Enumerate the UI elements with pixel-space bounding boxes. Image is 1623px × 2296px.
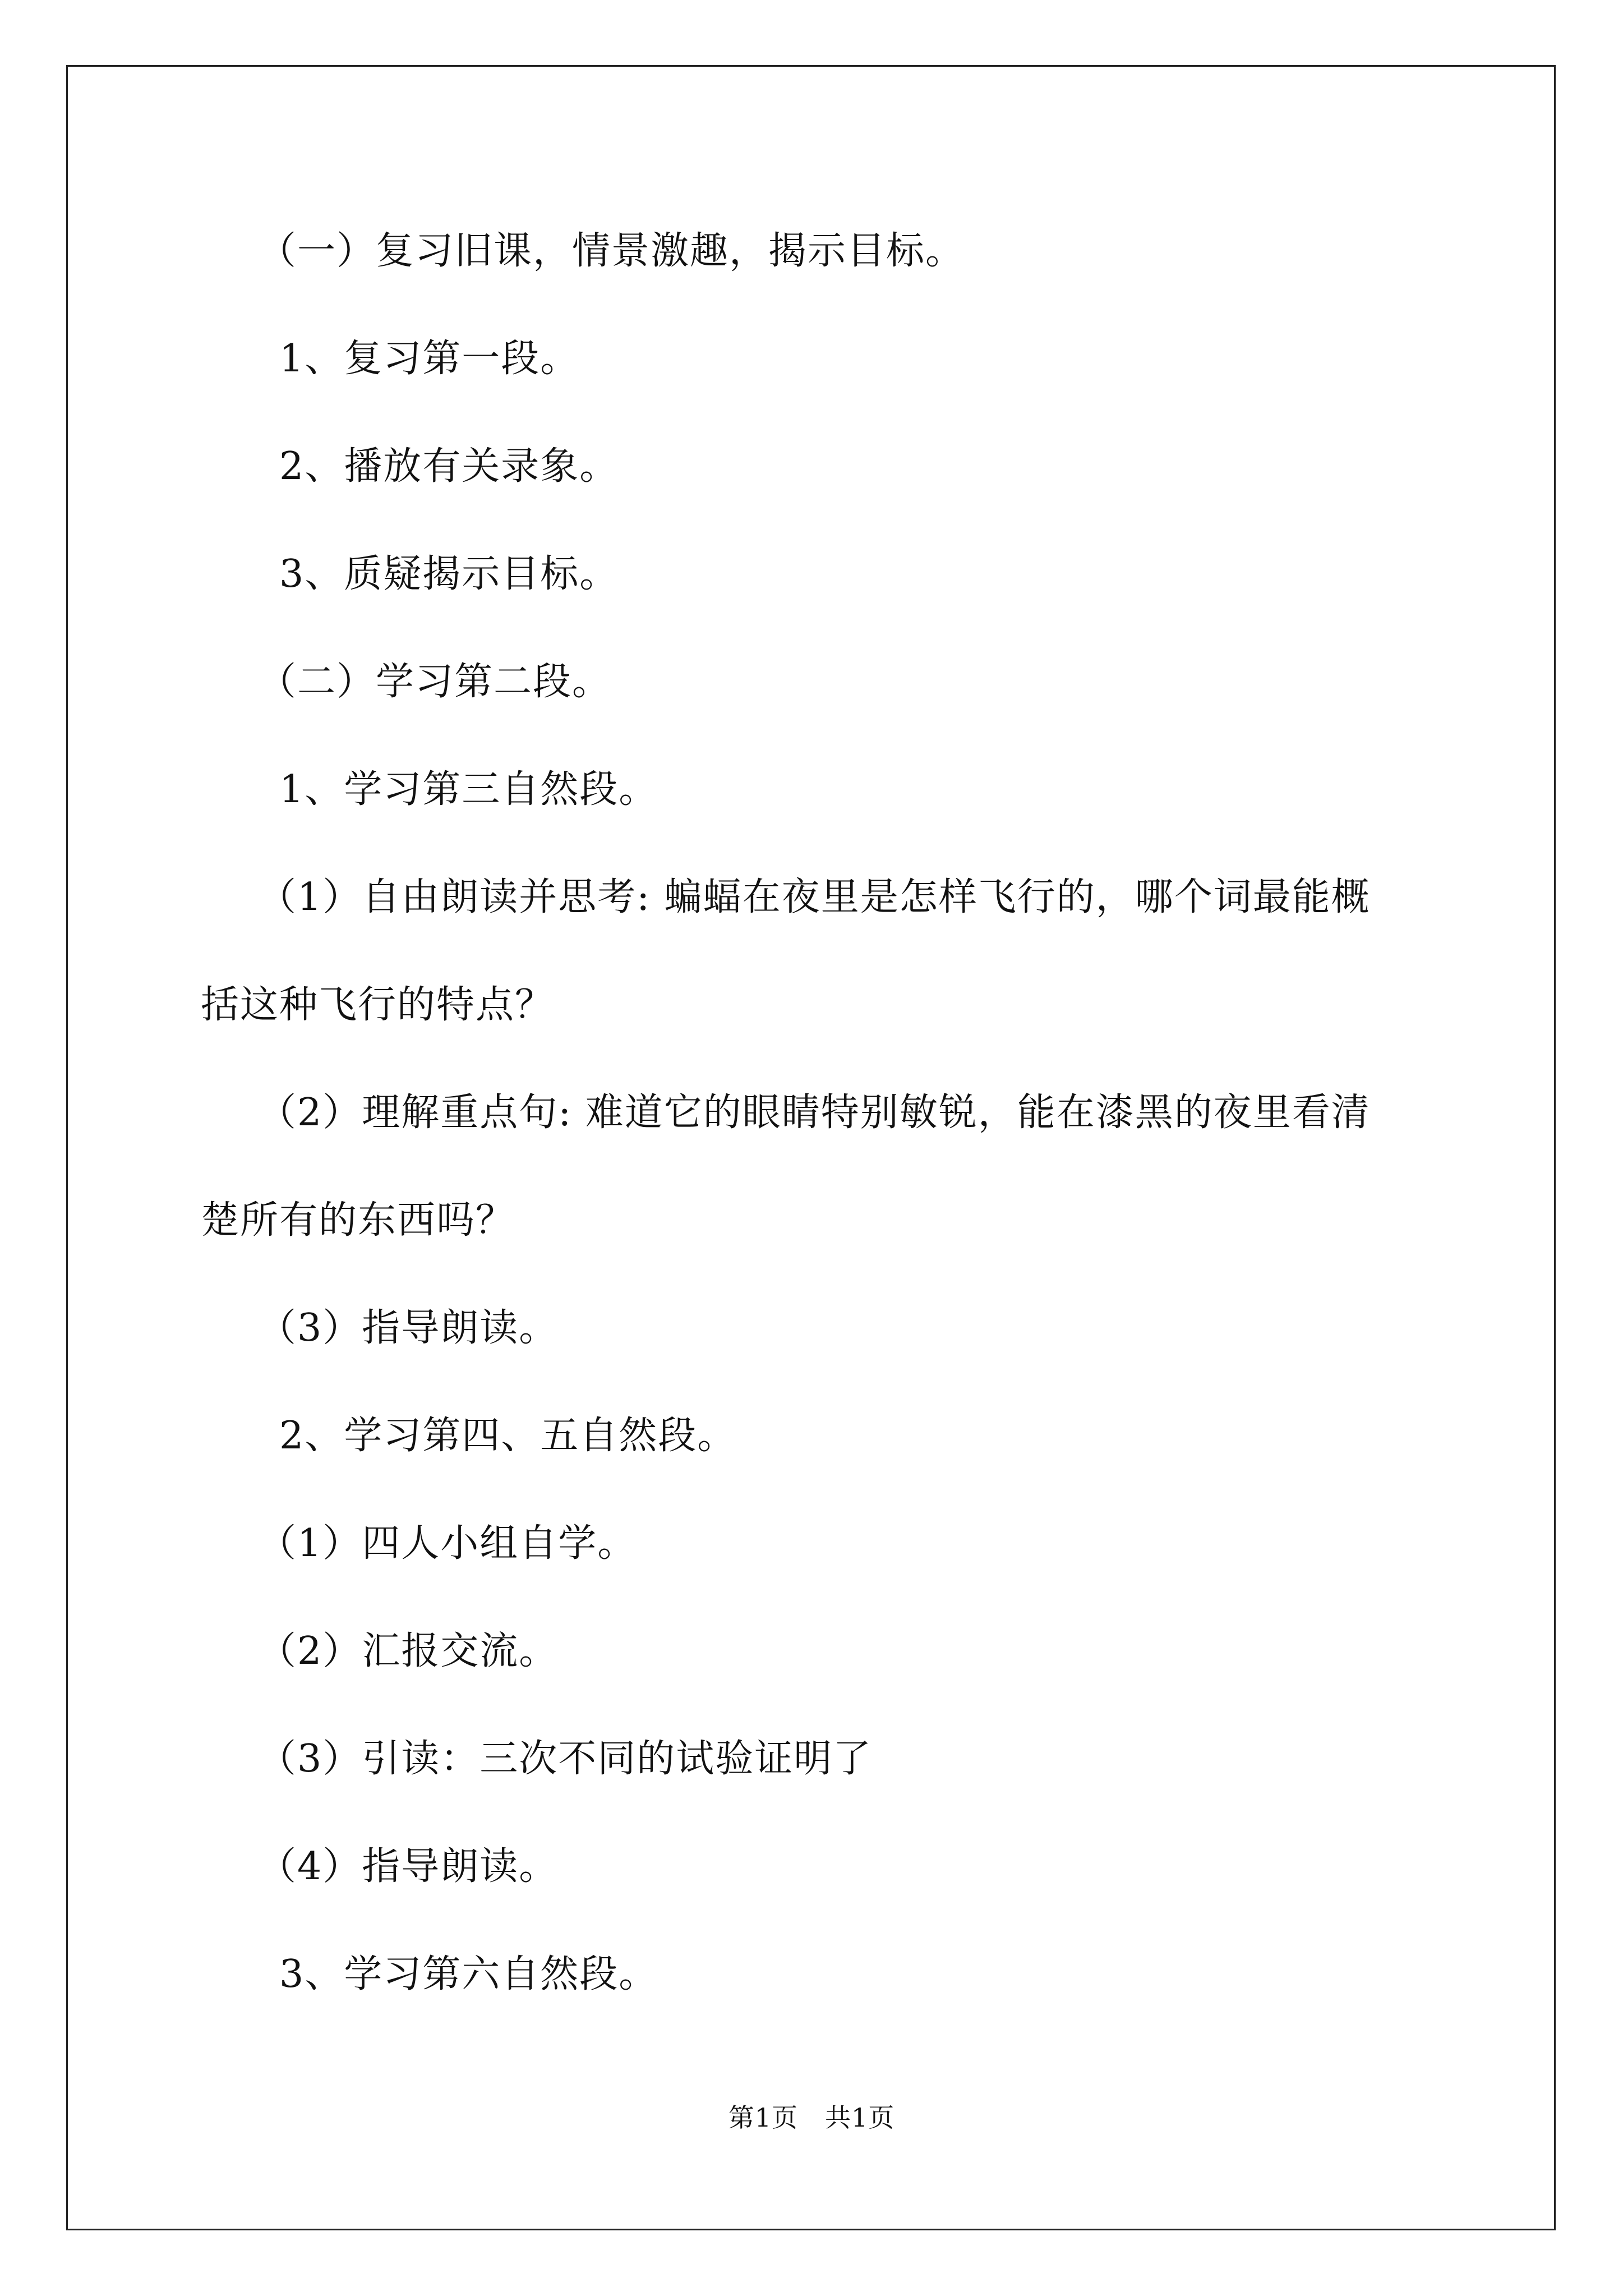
subitem-key-sentence-line2: 楚所有的东西吗？ (201, 1198, 515, 1243)
page-border (66, 65, 1556, 2230)
subitem-read-think-line1: （1）自由朗读并思考: 蝙蝠在夜里是怎样飞行的，哪个词最能概 (258, 875, 1371, 919)
item-play-video: 2、播放有关录象。 (279, 444, 619, 489)
subitem-key-sentence-line1: （2）理解重点句: 难道它的眼睛特别敏锐，能在漆黑的夜里看清 (258, 1091, 1371, 1135)
page-footer (0, 2101, 1623, 2134)
subitem-lead-reading: （3）引读：三次不同的试验证明了 (258, 1737, 873, 1781)
subitem-read-think-line2: 括这种飞行的特点？ (201, 983, 555, 1027)
subitem-guided-reading-1: （3）指导朗读。 (258, 1306, 559, 1350)
page-number-total: 共1页 (825, 2102, 895, 2133)
item-question-goals: 3、质疑揭示目标。 (279, 552, 619, 596)
heading-review: （一）复习旧课，情景激趣，揭示目标。 (258, 229, 965, 273)
subitem-group-study: （1）四人小组自学。 (258, 1521, 637, 1566)
item-paragraphs-four-five: 2、学习第四、五自然段。 (279, 1414, 737, 1458)
page-number-current: 第1页 (728, 2102, 798, 2133)
item-paragraph-six: 3、学习第六自然段。 (279, 1952, 658, 1996)
item-paragraph-three: 1、学习第三自然段。 (279, 767, 658, 812)
subitem-report-exchange: （2）汇报交流。 (258, 1629, 559, 1673)
item-review-first-section: 1、复习第一段。 (279, 337, 580, 381)
heading-second-section: （二）学习第二段。 (258, 660, 612, 704)
subitem-guided-reading-2: （4）指导朗读。 (258, 1844, 559, 1889)
